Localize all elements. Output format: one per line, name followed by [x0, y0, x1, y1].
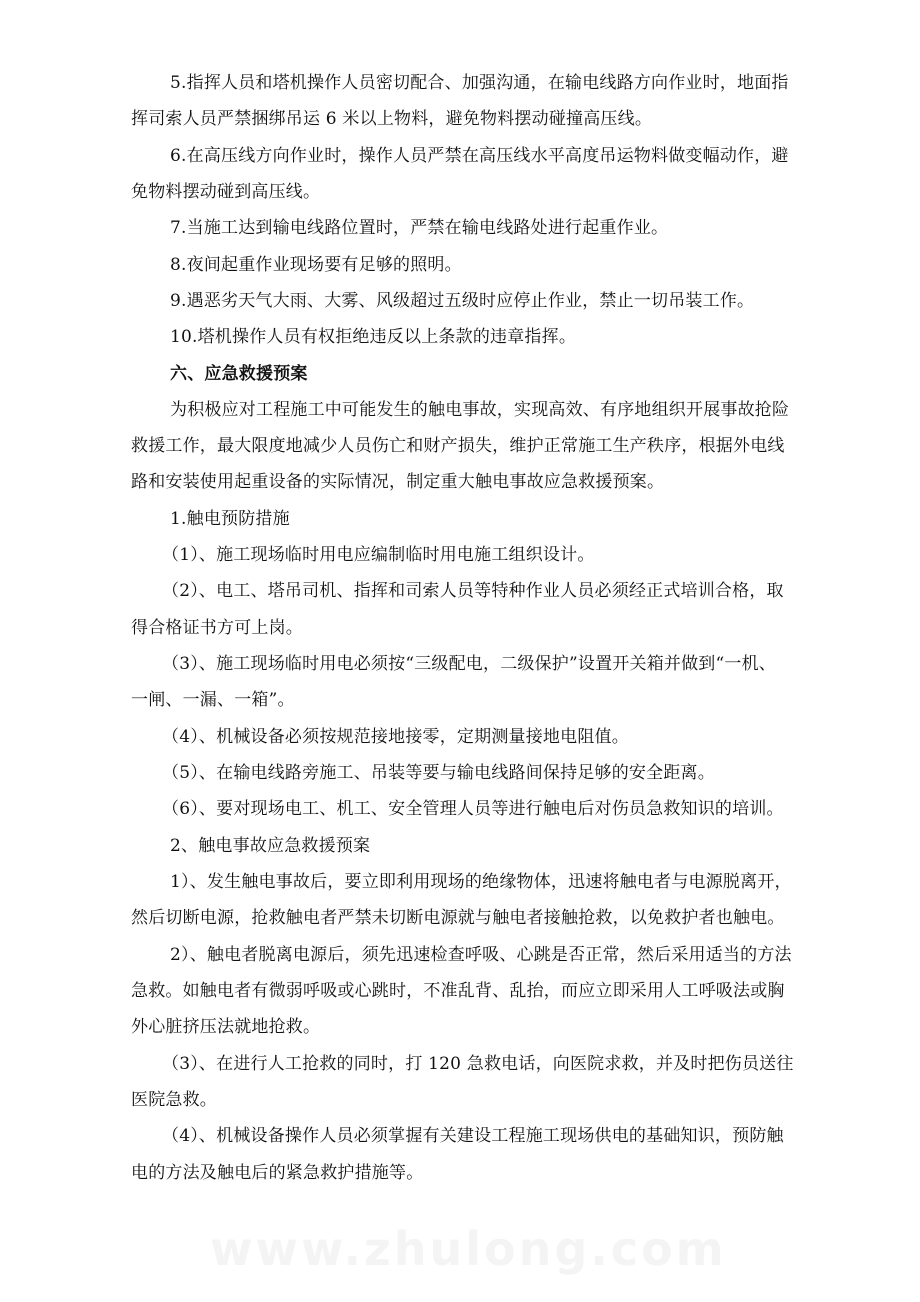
item-8: 8.夜间起重作业现场要有足够的照明。 — [170, 255, 462, 275]
response-item-4-line-1: （4）、机械设备操作人员必须掌握有关建设工程施工现场供电的基础知识，预防触 — [162, 1126, 784, 1146]
response-item-2-line-2: 急救。如触电者有微弱呼吸或心跳时，不准乱背、乱抬，而应立即采用人工呼吸法或胸 — [131, 981, 785, 1001]
item-7: 7.当施工达到输电线路位置时，严禁在输电线路处进行起重作业。 — [170, 218, 669, 238]
intro-paragraph-line-3: 路和安装使用起重设备的实际情况，制定重大触电事故应急救援预案。 — [131, 472, 665, 492]
item-5-line-1: 5.指挥人员和塔机操作人员密切配合、加强沟通，在输电线路方向作业时，地面指 — [170, 73, 789, 93]
item-5-line-2: 挥司索人员严禁捆绑吊运 6 米以上物料，避免物料摆动碰撞高压线。 — [131, 109, 653, 129]
response-item-1-line-1: 1）、发生触电事故后，要立即利用现场的绝缘物体，迅速将触电者与电源脱离开， — [170, 872, 792, 892]
watermark: www.zhulong.com — [210, 1222, 727, 1276]
prevention-item-3-line-1: （3）、施工现场临时用电必须按“三级配电，二级保护”设置开关箱并做到“一机、 — [162, 654, 776, 674]
response-item-3-line-2: 医院急救。 — [131, 1090, 217, 1110]
intro-paragraph-line-2: 救援工作，最大限度地减少人员伤亡和财产损失，维护正常施工生产秩序，根据外电线 — [131, 436, 785, 456]
prevention-item-1: （1）、施工现场临时用电应编制临时用电施工组织设计。 — [162, 545, 595, 565]
item-6-line-1: 6.在高压线方向作业时，操作人员严禁在高压线水平高度吊运物料做变幅动作，避 — [170, 146, 789, 166]
item-6-line-2: 免物料摆动碰到高压线。 — [131, 182, 321, 202]
response-item-1-line-2: 然后切断电源，抢救触电者严禁未切断电源就与触电者接触抢救，以免救护者也触电。 — [131, 908, 785, 928]
prevention-item-3-line-2: 一闸、一漏、一箱”。 — [131, 690, 295, 710]
prevention-item-5: （5）、在输电线路旁施工、吊装等要与输电线路间保持足够的安全距离。 — [162, 763, 715, 783]
response-item-4-line-2: 电的方法及触电后的紧急救护措施等。 — [131, 1163, 424, 1183]
prevention-item-2-line-1: （2）、电工、塔吊司机、指挥和司索人员等特种作业人员必须经正式培训合格，取 — [162, 581, 784, 601]
response-item-2-line-1: 2）、触电者脱离电源后，须先迅速检查呼吸、心跳是否正常，然后采用适当的方法 — [170, 945, 792, 965]
intro-paragraph-line-1: 为积极应对工程施工中可能发生的触电事故，实现高效、有序地组织开展事故抢险 — [170, 400, 790, 420]
response-item-2-line-3: 外心脏挤压法就地抢救。 — [131, 1017, 321, 1037]
item-10: 10.塔机操作人员有权拒绝违反以上条款的违章指挥。 — [170, 327, 577, 347]
prevention-item-2-line-2: 得合格证书方可上岗。 — [131, 618, 303, 638]
prevention-item-4: （4）、机械设备必须按规范接地接零，定期测量接地电阻值。 — [162, 727, 629, 747]
prevention-item-6: （6）、要对现场电工、机工、安全管理人员等进行触电后对伤员急救知识的培训。 — [162, 799, 784, 819]
section-heading-emergency-plan: 六、应急救援预案 — [170, 364, 308, 384]
subsection-heading-response: 2、触电事故应急救援预案 — [170, 836, 371, 856]
response-item-3-line-1: （3）、在进行人工抢救的同时，打 120 急救电话，向医院求救，并及时把伤员送往 — [162, 1054, 794, 1074]
item-9: 9.遇恶劣天气大雨、大雾、风级超过五级时应停止作业，禁止一切吊装工作。 — [170, 291, 755, 311]
subsection-heading-prevention: 1.触电预防措施 — [170, 509, 290, 529]
